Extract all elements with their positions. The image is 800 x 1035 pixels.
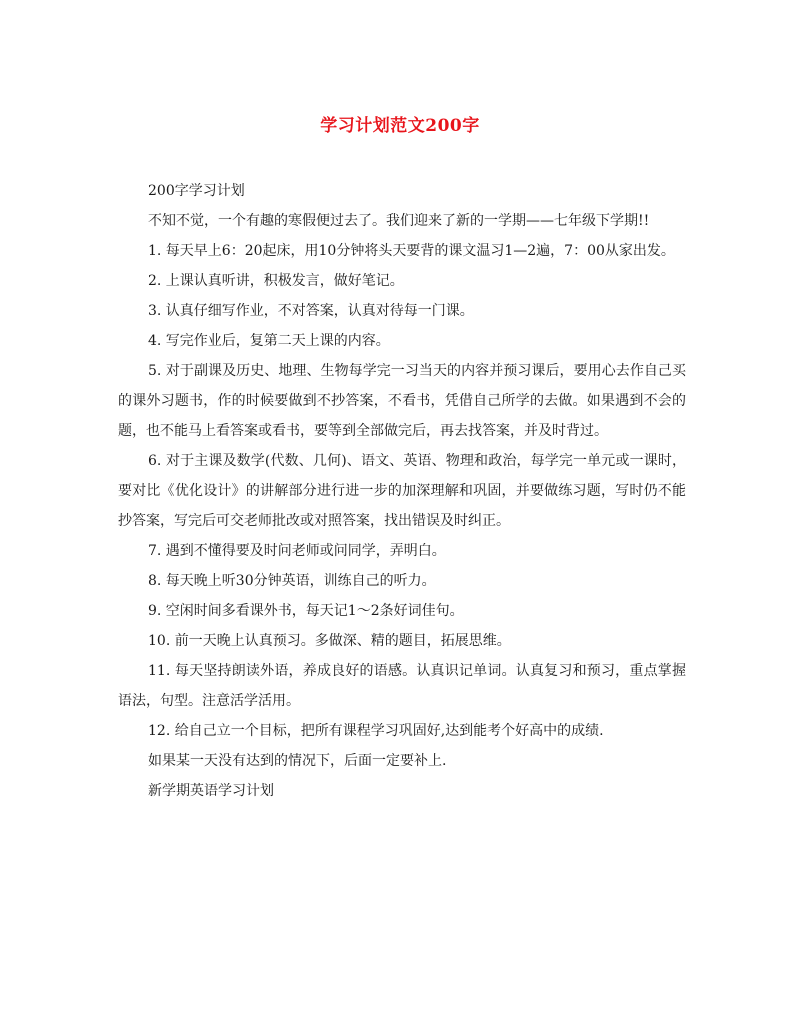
paragraph-followup: 如果某一天没有达到的情况下，后面一定要补上. xyxy=(148,753,447,769)
paragraph-item-11: 11. 每天坚持朗读外语，养成良好的语感。认真识记单词。认真复习和预习，重点掌握语法，句型。注意活学活用。 xyxy=(118,663,686,709)
paragraph-item-8: 8. 每天晚上听30分钟英语，训练自己的听力。 xyxy=(148,573,436,589)
paragraph-item-4: 4. 写完作业后，复第二天上课的内容。 xyxy=(148,333,390,349)
paragraph-item-1: 1. 每天早上6：20起床，用10分钟将头天要背的课文温习1—2遍，7：00从家出发。 xyxy=(148,243,675,259)
document-body xyxy=(118,176,686,806)
paragraph-item-7: 7. 遇到不懂得要及时问老师或问同学，弄明白。 xyxy=(148,543,446,559)
paragraph-item-6: 6. 对于主课及数学(代数、几何)、语文、英语、物理和政治，每学完一单元或一课时，要对比《优化设计》的讲解部分进行进一步的加深理解和巩固，并要做练习题，写时仍不能抄答案，写完后可交老师批改或对照答案，找出错误及时纠正。 xyxy=(118,453,686,529)
paragraph-item-2: 2. 上课认真听讲，积极发言，做好笔记。 xyxy=(148,273,404,289)
paragraph-item-12: 12. 给自己立一个目标，把所有课程学习巩固好,达到能考个好高中的成绩. xyxy=(148,723,604,739)
paragraph-next-heading: 新学期英语学习计划 xyxy=(148,783,274,799)
paragraph-subtitle: 200字学习计划 xyxy=(148,183,245,199)
document-title: 学习计划范文200字 xyxy=(320,116,480,136)
paragraph-item-5: 5. 对于副课及历史、地理、生物每学完一习当天的内容并预习课后，要用心去作自己买的课外习题书，作的时候要做到不抄答案，不看书，凭借自己所学的去做。如果遇到不会的题，也不能马上看答案或看书，要等到全部做完后，再去找答案，并及时背过。 xyxy=(118,363,686,439)
paragraph-item-10: 10. 前一天晚上认真预习。多做深、精的题目，拓展思维。 xyxy=(148,633,511,649)
paragraph-item-3: 3. 认真仔细写作业，不对答案，认真对待每一门课。 xyxy=(148,303,474,319)
paragraph-intro: 不知不觉，一个有趣的寒假便过去了。我们迎来了新的一学期——七年级下学期!! xyxy=(148,213,650,229)
paragraph-item-9: 9. 空闲时间多看课外书，每天记1～2条好词佳句。 xyxy=(148,603,464,619)
